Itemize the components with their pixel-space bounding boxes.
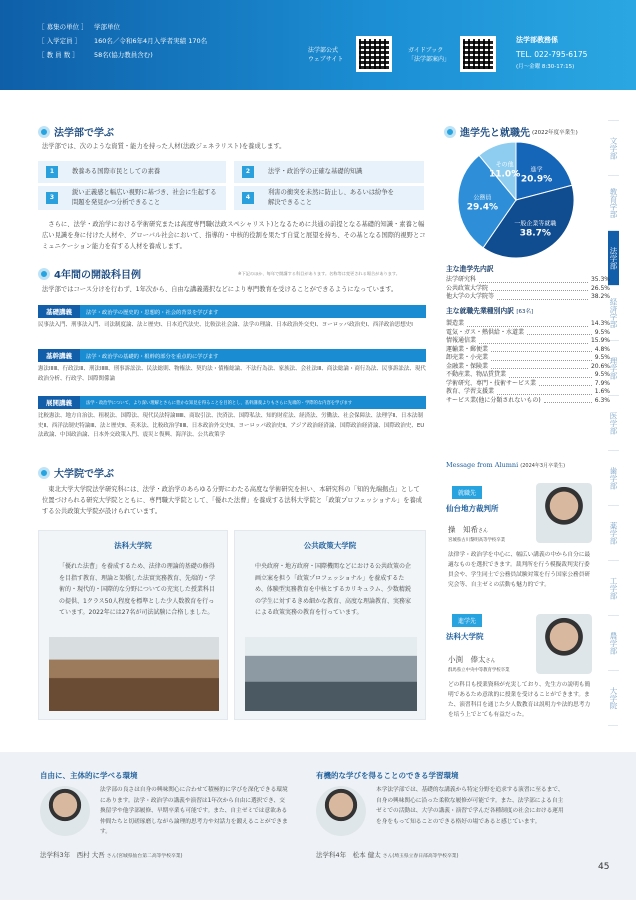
voice1-photo [40, 786, 90, 836]
tab-dentistry[interactable]: 歯学部 [608, 450, 619, 505]
stat-value: 1.6% [594, 388, 610, 395]
stat-label: 学術研究、専門・技術サービス業 [446, 379, 537, 387]
law-school-box [38, 530, 228, 720]
stat-label: 他大学の大学院等 [446, 293, 495, 300]
info-row-3: ［ 教 員 数 ］ 58名(協力教員含む) [38, 51, 153, 59]
goal-item-3: 3 鋭い正義感と幅広い視野に基づき、社会に生起する問題を発見かつ分析できること [38, 186, 226, 210]
tab-law[interactable]: 法学部 [608, 230, 619, 285]
stat-value: 26.5% [590, 284, 610, 292]
pie-value-label: 29.4% [466, 202, 499, 213]
course-bar-core: 基幹講義 法学・政治学の基礎的・根幹的部分を重点的に学びます [38, 349, 426, 362]
public-policy-title: 公共政策大学院 [303, 541, 357, 550]
pie-category-label: 進学 [530, 166, 543, 174]
heading-bullet-icon [444, 126, 456, 138]
stat-value: 14.3% [590, 320, 610, 327]
courses-note: ※下記のほか、毎年で開講する科目があります。名称等は変更される場合があります。 [238, 271, 400, 276]
tab-economics[interactable]: 経済学部 [608, 285, 619, 340]
stat-row [446, 380, 610, 389]
voice1-text: 法学部の良さは自身の興味関心に合わせて積極的に学びを深化できる環境にあります。法学・政治学の講義や演習は1年次から自由に選択でき、交換留学や他学部履修、早期卒業も可能です。また、自主ゼミでは意欲ある仲間たちと切磋琢磨しながら論理的思考力や対話力を鍛えることができます。 [100, 787, 288, 835]
stat-label: 教育、学習支援業 [446, 388, 495, 395]
pie-value-label: 38.7% [519, 228, 551, 239]
guidebook-label: ガイドブック 「法学部案内」 [408, 47, 451, 63]
law-school-text: 「優れた法曹」を養成するため、法律の理論的基礎の修得を目指す教育、理論と架橋した法實実務教育、先端的・学術的・現代的・国際的な分野についての充実した授業科目の提供、1クラス50人程度を標準とした少人数教育を行っています。2022年には27名が司法試験に合格しました。 [59, 563, 216, 616]
stat-row [446, 329, 610, 338]
tab-medicine[interactable]: 医学部 [608, 395, 619, 450]
stat-row [446, 320, 610, 329]
public-policy-box [234, 530, 426, 720]
tab-graduate[interactable]: 大学院 [608, 670, 619, 725]
stat-label: 卸売業・小売業 [446, 354, 489, 361]
stat-value: 15.9% [590, 337, 610, 344]
voice2-title: 有機的な学びを得ることのできる学習環境 [316, 771, 459, 780]
tab-science[interactable]: 理学部 [608, 340, 619, 395]
goal-item-1: 1 教養ある国際市民としての素養 [38, 161, 226, 183]
website-label: 法学部公式 ウェブサイト [308, 47, 344, 63]
career-heading: 進学先と就職先 (2022年度卒業生) [444, 124, 578, 139]
pie-category-label: 一般企業等就職 [514, 220, 557, 228]
page-number: 45 [598, 862, 610, 872]
leader-dots [479, 276, 588, 283]
stat-label: 公共政策大学院 [446, 284, 489, 292]
stat-row [446, 346, 610, 355]
stat-value: 20.6% [590, 362, 610, 370]
office-hours: (月〜金曜 8:30-17:15) [516, 64, 575, 70]
grad-heading: 大学院で学ぶ [38, 465, 114, 480]
alumni1-message: 法律学・政治学を中心に、幅広い講義の中から自分に最適なものを選択できます。裁判所を行う模擬裁判実行委員会や、学生同士で公務員試験対策を行う国家公務員研究会等、自主ゼミの活動も魅力的です。 [448, 552, 591, 588]
guidebook-qr-code[interactable] [460, 36, 496, 72]
tab-education[interactable]: 教育学部 [608, 175, 619, 230]
alumni-title: Message from Alumni (2024年3月卒業生) [446, 461, 566, 469]
leader-dots [491, 363, 588, 370]
pie-value-label: 20.9% [520, 174, 553, 185]
stat-row [446, 363, 610, 372]
pie-value-label: 11.0% [488, 169, 521, 180]
alumni1-school: 宮城県古川黎明高等学校卒業 [448, 538, 506, 543]
heading-bullet-icon [38, 126, 50, 138]
alumni1-name: 操 知希さん [448, 525, 489, 534]
alumni2-message: どの科目も授業資料が充実しており、先生方の説明も簡明であるため意欲的に授業を受けることができます。また、演習科目を通じた少人数教育は説明力や法的思考力を培う上でとても有益だった。 [448, 682, 591, 718]
stat-row [446, 388, 610, 397]
law-intro: 法学部では、次のような資質・能力を持った人材(法政ジェネラリスト)を養成します。 [42, 143, 286, 150]
leader-dots [467, 320, 588, 327]
stat-value: 35.3% [590, 276, 610, 283]
stat-value: 6.3% [594, 396, 610, 404]
leader-dots [544, 397, 592, 404]
stat-value: 9.5% [594, 371, 610, 378]
stat-row [446, 371, 610, 380]
voice2-text: 本学法学部では、基礎的な講義から特定分野を追求する演習に至るまで、自身の興味関心に沿った柔軟な履修が可能です。また、法学部による自主ゼミでの活動は、大学の講義・演習で学んだ各種制度の社会における運用を身をもって知ることのできる格好の場であると感じています。 [376, 787, 564, 825]
dest-title: 主な進学先内訳 [446, 265, 494, 273]
tab-letters[interactable]: 文学部 [608, 120, 619, 175]
stat-label: 運輸業・郵便業 [446, 345, 489, 353]
courses-heading: 4年間の開設科目例 [38, 266, 141, 281]
pie-category-label: その他 [495, 161, 514, 169]
stat-label: 電気・ガス・熱供給・水道業 [446, 328, 525, 336]
leader-dots [527, 329, 592, 336]
website-qr-code[interactable] [356, 36, 392, 72]
leader-dots [491, 354, 592, 361]
tab-engineering[interactable]: 工学部 [608, 560, 619, 615]
stat-row [446, 285, 610, 294]
pie-category-label: 公務員 [473, 194, 492, 202]
course-list-basic: 民事法入門、刑事法入門、司法制度論、法と歴史Ⅰ、日本近代法史、比較法社会論、法学の理論、日本政治外交史Ⅰ、ヨーロッパ政治史Ⅰ、西洋政治思想史Ⅰ [38, 322, 413, 328]
alumni2-name: 小渕 俸太さん [448, 655, 496, 664]
courtroom-photo [49, 637, 219, 711]
alumni2-tag: 進学先 [452, 614, 482, 627]
stat-row [446, 276, 610, 285]
grad-body: 東北大学大学院法学研究科には、法学・政治学のあらゆる分野にわたる高度な学術研究を担い、本研究科の「知的先端拠点」として位置づけられる研究大学院とともに、専門職大学院として、「優れた法曹」を養成する法科大学院と「政策プロフェッショナル」を養成する公共政策大学院が設けられています。 [42, 486, 423, 515]
leader-dots [497, 388, 592, 395]
alumni1-photo [536, 483, 592, 543]
heading-bullet-icon [38, 467, 50, 479]
course-bar-advanced: 展開講義 法学・政治学について、より深い理解とさらに豊かな知見を得ることを目的とし、基幹講義よりもさらに先端的・学際的な内容を学びます [38, 396, 426, 409]
stat-value: 9.5% [594, 354, 610, 361]
leader-dots [479, 337, 588, 344]
stat-row [446, 354, 610, 363]
stat-label: 法学研究科 [446, 276, 477, 283]
info-row-1: ［ 募集の単位 ］ 学部単位 [38, 23, 120, 31]
stat-row [446, 397, 610, 406]
career-pie-chart [456, 140, 576, 260]
classroom-photo [245, 637, 417, 711]
stat-row [446, 337, 610, 346]
courses-intro: 法学部ではコース分けを行わず、1年次から、自由な講義選択などにより専門教育を受けることができるようになっています。 [42, 286, 398, 293]
leader-dots [491, 346, 592, 353]
leader-dots [497, 293, 588, 300]
alumni2-school: 群馬県立中央中等教育学校卒業 [448, 668, 510, 673]
stat-row [446, 293, 610, 302]
tab-pharmacy[interactable]: 薬学部 [608, 505, 619, 560]
leader-dots [509, 371, 592, 378]
stat-value: 7.9% [594, 379, 610, 387]
voice2-name: 法学科4年 松本 健太 さん(埼玉県立春日部高等学校卒業) [316, 851, 459, 859]
tab-agriculture[interactable]: 農学部 [608, 615, 619, 670]
office-tel[interactable]: TEL. 022-795-6175 [516, 50, 588, 59]
stat-label: 金融業・保険業 [446, 362, 489, 370]
stat-value: 38.2% [590, 293, 610, 300]
industry-title: 主な就職先業種別内訳 [63名] [446, 307, 534, 315]
alumni1-tag: 就職先 [452, 486, 482, 499]
heading-bullet-icon [38, 268, 50, 280]
goal-item-4: 4 利害の衝突を未然に防止し、あるいは紛争を解決できること [234, 186, 424, 210]
stat-label: 製造業 [446, 320, 465, 327]
alumni2-photo [536, 614, 592, 674]
voice1-title: 自由に、主体的に学べる環境 [40, 771, 138, 780]
stat-label: 不動産業、物品賃貸業 [446, 371, 507, 378]
info-row-2: ［ 入学定員 ］ 160名／令和6年4月入学者実績 170名 [38, 37, 208, 45]
alumni2-org: 法科大学院 [446, 632, 484, 641]
leader-dots [539, 380, 592, 387]
header-band [0, 0, 636, 90]
public-policy-text: 中央政府・地方政府・国際機関などにおける公共政策の企画立案を担う「政策プロフェッショナル」を養成するため、体験型実務教育を中核とするカリキュラム、少数精鋭の学生に対するきめ細かな教育、高度な理論教育、実務家による政策実務の教育を行っています。 [255, 563, 412, 616]
voice2-photo [316, 786, 366, 836]
stat-label: 情報通信業 [446, 337, 477, 344]
office-name: 法学部教務係 [516, 36, 558, 44]
law-heading: 法学部で学ぶ [38, 124, 114, 139]
law-body: さらに、法学・政治学における学術研究または高度専門職(法政スペシャリスト)となるために共通の前提となる基礎的知識・素養と幅広い見識を身に付けた人材や、グローバル社会において、指導的・中核的役割を果たす自覚と展望を持ち、その基となる国際的視野とコミュニケーション能力を有する人材を養成します。 [42, 221, 426, 250]
voice1-name: 法学科3年 西村 大吾 さん(宮城県仙台第二高等学校卒業) [40, 851, 183, 859]
course-list-advanced: 比較憲法、地方自治法、租税法、国際法、現代民法特論ⅠⅡⅢ、商取引法、決済法、国際私法、知的財産法、経済法、労働法、社会保障法、法理学Ⅱ、日本法制史Ⅱ、西洋法制史特論ⅠⅡ、法と歴史Ⅱ、英米法、比較政治学ⅡⅢ、日本政治外交史Ⅱ、ヨーロッパ政治史Ⅱ、アジア政治経済論、国際政治経済論、国際政治史、EU法政論、中国政治論、日本外交政策入門、震災と復興、海洋法、公共政策学 [38, 413, 425, 438]
stat-value: 4.8% [594, 345, 610, 353]
goal-item-2: 2 法学・政治学の正確な基礎的知識 [234, 161, 424, 183]
stat-value: 9.5% [594, 328, 610, 336]
admission-info [38, 20, 207, 62]
stat-label: サービス業(他に分類されないもの) [446, 396, 541, 404]
law-school-title: 法科大学院 [114, 541, 152, 550]
course-list-core: 憲法ⅠⅡⅢ、行政法ⅠⅡ、刑法ⅠⅡⅢ、刑事訴訟法、民法総則、物権法、契約法・債権総論、不法行為法、家族法、会社法ⅠⅡ、商法総論・商行為法、民事訴訟法、現代政治分析、行政学、国際関係論 [38, 366, 426, 382]
course-bar-basic: 基礎講義 法学・政治学の歴史的・思想的・社会的背景を学びます [38, 305, 426, 318]
alumni1-org: 仙台地方裁判所 [446, 504, 499, 513]
leader-dots [491, 285, 588, 292]
